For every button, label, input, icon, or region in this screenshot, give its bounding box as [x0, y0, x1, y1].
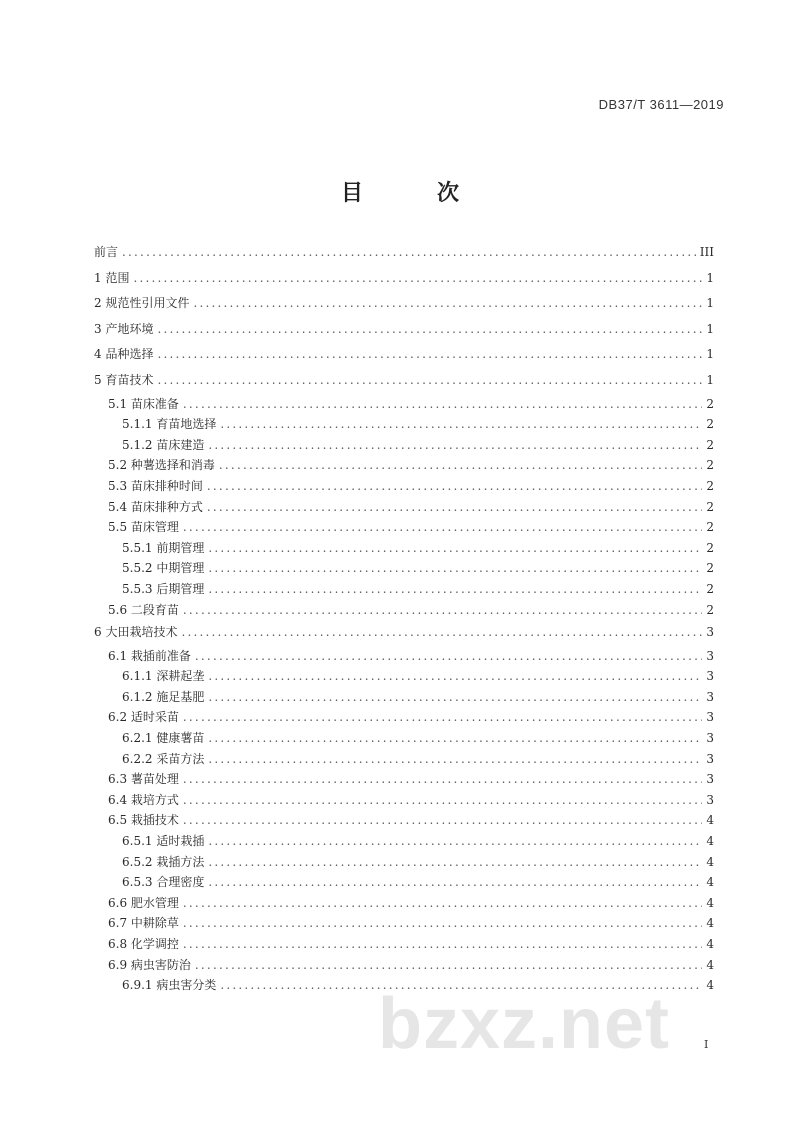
- toc-entry-label: 6.1.2 施足基肥: [122, 689, 205, 704]
- table-of-contents: [94, 240, 714, 996]
- toc-entry-page: 4: [706, 834, 714, 849]
- toc-leader-dots: [207, 476, 702, 497]
- toc-entry-label: 6.5 栽插技术: [108, 813, 179, 828]
- toc-entry-page: 3: [706, 731, 714, 746]
- toc-entry-label: 5.1.2 苗床建造: [122, 437, 205, 452]
- watermark: bzxz.net: [378, 984, 671, 1064]
- toc-entry-label: 2 规范性引用文件: [94, 296, 190, 311]
- toc-leader-dots: [193, 291, 702, 317]
- toc-leader-dots: [208, 558, 702, 579]
- toc-entry-page: 3: [706, 689, 714, 704]
- toc-entry-page: 2: [706, 478, 714, 493]
- toc-entry-label: 6.5.2 栽插方法: [122, 854, 205, 869]
- toc-entry-page: 4: [706, 937, 714, 951]
- toc-entry-label: 4 品种选择: [94, 347, 154, 362]
- toc-entry-page: 2: [706, 602, 714, 617]
- toc-entry-label: 6.2 适时采苗: [108, 710, 179, 725]
- toc-entry-label: 6.2.1 健康薯苗: [122, 731, 205, 746]
- toc-entry-page: 4: [706, 978, 714, 993]
- toc-entry-label: 6.1 栽插前准备: [108, 648, 191, 663]
- toc-leader-dots: [208, 538, 702, 559]
- toc-entry[interactable]: [94, 707, 714, 728]
- toc-entry-label: 5.1 苗床准备: [108, 396, 179, 411]
- toc-entry-label: 5.3 苗床排种时间: [108, 478, 203, 493]
- toc-entry[interactable]: [94, 476, 714, 497]
- toc-leader-dots: [122, 240, 696, 266]
- toc-entry[interactable]: [94, 538, 714, 559]
- page-title: 目 次: [340, 180, 485, 206]
- toc-entry-label: 6.3 薯苗处理: [108, 772, 179, 787]
- toc-entry[interactable]: [94, 266, 714, 292]
- toc-leader-dots: [220, 414, 702, 435]
- toc-leader-dots: [183, 394, 702, 415]
- toc-entry-label: 5.6 二段育苗: [108, 602, 179, 617]
- toc-leader-dots: [183, 769, 702, 790]
- toc-entry[interactable]: [94, 455, 714, 476]
- toc-entry[interactable]: [94, 790, 714, 811]
- toc-entry-page: III: [699, 245, 714, 259]
- toc-leader-dots: [181, 620, 702, 646]
- toc-entry-label: 6 大田栽培技术: [94, 625, 178, 640]
- toc-leader-dots: [183, 517, 702, 538]
- toc-leader-dots: [183, 810, 702, 831]
- toc-leader-dots: [208, 728, 702, 749]
- header-standard-code: DB37/T 3611—2019: [598, 97, 724, 112]
- toc-leader-dots: [207, 497, 702, 518]
- toc-leader-dots: [208, 831, 702, 852]
- toc-entry-page: 4: [706, 813, 714, 828]
- toc-leader-dots: [157, 342, 702, 368]
- toc-entry-page: 4: [706, 854, 714, 869]
- toc-entry[interactable]: [94, 368, 714, 394]
- toc-entry[interactable]: [94, 517, 714, 538]
- toc-entry-page: 2: [706, 499, 714, 514]
- toc-entry-label: 5 育苗技术: [94, 372, 154, 387]
- toc-entry-label: 6.5.1 适时栽插: [122, 834, 205, 849]
- toc-entry-label: 3 产地环境: [94, 321, 154, 336]
- toc-entry[interactable]: [94, 620, 714, 646]
- toc-leader-dots: [183, 893, 702, 914]
- toc-entry[interactable]: [94, 687, 714, 708]
- toc-entry[interactable]: [94, 852, 714, 873]
- toc-entry-page: 2: [706, 437, 714, 452]
- toc-leader-dots: [208, 872, 702, 893]
- toc-leader-dots: [208, 579, 702, 600]
- toc-entry-label: 5.5.1 前期管理: [122, 540, 205, 555]
- toc-entry[interactable]: [94, 240, 714, 266]
- toc-entry-page: 4: [706, 895, 714, 910]
- toc-leader-dots: [208, 435, 702, 456]
- toc-entry-page: 2: [706, 520, 714, 535]
- toc-entry-page: 1: [706, 296, 714, 311]
- toc-entry[interactable]: [94, 666, 714, 687]
- toc-entry[interactable]: [94, 558, 714, 579]
- toc-entry-page: 1: [706, 270, 714, 285]
- toc-entry-page: 2: [706, 540, 714, 555]
- toc-entry-label: 1 范围: [94, 270, 130, 285]
- toc-entry[interactable]: [94, 831, 714, 852]
- toc-entry-label: 5.5.3 后期管理: [122, 581, 205, 596]
- toc-entry[interactable]: [94, 579, 714, 600]
- toc-entry[interactable]: [94, 955, 714, 976]
- toc-entry-page: 3: [706, 772, 714, 787]
- toc-entry[interactable]: [94, 728, 714, 749]
- toc-entry-page: 2: [706, 561, 714, 576]
- toc-entry[interactable]: [94, 872, 714, 893]
- toc-entry[interactable]: [94, 600, 714, 621]
- toc-entry[interactable]: [94, 414, 714, 435]
- toc-entry-page: 1: [706, 347, 714, 362]
- toc-leader-dots: [208, 687, 702, 708]
- toc-entry-label: 5.5.2 中期管理: [122, 561, 205, 576]
- toc-leader-dots: [208, 852, 702, 873]
- toc-entry-label: 5.1.1 育苗地选择: [122, 417, 217, 432]
- toc-leader-dots: [157, 317, 702, 343]
- toc-entry-label: 前言: [94, 245, 119, 259]
- toc-entry-label: 6.9 病虫害防治: [108, 957, 191, 972]
- toc-entry-label: 6.7 中耕除草: [108, 916, 179, 931]
- toc-entry-page: 4: [706, 957, 714, 972]
- toc-leader-dots: [195, 646, 702, 667]
- toc-leader-dots: [183, 600, 702, 621]
- toc-entry-page: 3: [706, 710, 714, 725]
- toc-entry[interactable]: [94, 769, 714, 790]
- toc-entry-label: 5.4 苗床排种方式: [108, 499, 203, 514]
- toc-entry-page: 3: [706, 792, 714, 807]
- toc-entry[interactable]: [94, 291, 714, 317]
- toc-entry-page: 2: [706, 417, 714, 432]
- toc-leader-dots: [208, 749, 702, 770]
- toc-entry-label: 5.2 种薯选择和消毒: [108, 458, 215, 473]
- toc-entry-page: 3: [706, 669, 714, 684]
- toc-leader-dots: [157, 368, 702, 394]
- toc-leader-dots: [133, 266, 702, 292]
- toc-entry-label: 6.6 肥水管理: [108, 895, 179, 910]
- toc-entry[interactable]: [94, 435, 714, 456]
- toc-entry-page: 4: [706, 875, 714, 890]
- toc-entry[interactable]: [94, 893, 714, 914]
- toc-entry[interactable]: [94, 810, 714, 831]
- toc-leader-dots: [183, 934, 702, 955]
- toc-entry-page: 4: [706, 916, 714, 931]
- toc-entry[interactable]: [94, 646, 714, 667]
- toc-leader-dots: [208, 666, 702, 687]
- toc-entry[interactable]: [94, 317, 714, 343]
- toc-entry[interactable]: [94, 342, 714, 368]
- toc-entry-page: 2: [706, 458, 714, 473]
- toc-entry-label: 6.1.1 深耕起垄: [122, 669, 205, 684]
- toc-leader-dots: [183, 790, 702, 811]
- toc-entry[interactable]: [94, 394, 714, 415]
- toc-entry-label: 6.8 化学调控: [108, 937, 179, 951]
- toc-entry-label: 6.5.3 合理密度: [122, 875, 205, 890]
- toc-entry-label: 6.2.2 采苗方法: [122, 751, 205, 766]
- toc-entry-page: 3: [706, 625, 714, 640]
- toc-entry[interactable]: [94, 934, 714, 955]
- toc-entry[interactable]: [94, 497, 714, 518]
- toc-entry-page: 2: [706, 581, 714, 596]
- toc-leader-dots: [219, 455, 702, 476]
- toc-entry-page: 3: [706, 648, 714, 663]
- toc-leader-dots: [183, 707, 702, 728]
- toc-entry-page: 1: [706, 372, 714, 387]
- toc-entry-page: 2: [706, 396, 714, 411]
- toc-entry[interactable]: [94, 749, 714, 770]
- toc-entry-page: 3: [706, 751, 714, 766]
- toc-entry-label: 6.9.1 病虫害分类: [122, 978, 217, 993]
- toc-entry-label: 5.5 苗床管理: [108, 520, 179, 535]
- toc-entry[interactable]: [94, 913, 714, 934]
- page-number: I: [704, 1038, 709, 1051]
- toc-entry-page: 1: [706, 321, 714, 336]
- toc-entry-label: 6.4 栽培方式: [108, 792, 179, 807]
- toc-leader-dots: [195, 955, 702, 976]
- toc-leader-dots: [183, 913, 702, 934]
